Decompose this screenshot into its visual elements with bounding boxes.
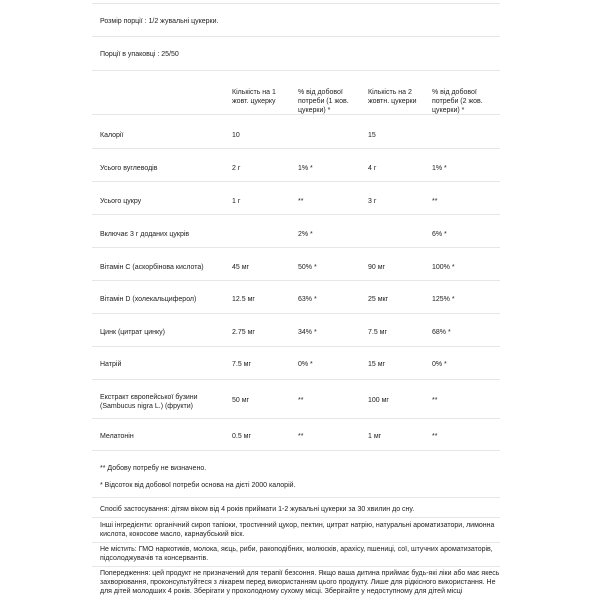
header-percent-2: % від добової потреби (2 жов. цукерки) * [432, 89, 483, 114]
divider [92, 450, 500, 451]
divider [92, 346, 500, 347]
row-amount-1: 0.5 мг [232, 433, 252, 440]
usage-directions: Спосіб застосування: дітям віком від 4 років приймати 1-2 жувальні цукерки за 30 хвилин до сну. [100, 506, 415, 513]
servings-per-container: Порції в упаковці : 25/50 [100, 51, 179, 58]
row-amount-2: 3 г [368, 198, 377, 205]
row-amount-1: 2 г [232, 165, 241, 172]
warning: Попередження: цей продукт не призначений для терапії безсоння. Якщо ваша дитина приймає будь-які ліки або має якесь захворювання, проконсультуйтеся з лікарем перед використанням цього продукту. Лише для рідкісного використання. Не для дітей молодших 4 років. Зберігати у прохолодному сухому місці. Зберігайте у недоступному для дітей місці [100, 570, 500, 595]
row-amount-2: 7.5 мг [368, 329, 388, 336]
row-amount-1: 12.5 мг [232, 296, 255, 303]
divider [92, 517, 500, 518]
other-ingredients: Інші інгредієнти: органічний сироп тапіоки, тростинний цукор, пектин, цитрат натрію, натуральні ароматизатори, лимонна кислота, кокосове масло, карнаубський віск. [100, 522, 495, 538]
footnote-daily-value: * Відсоток від добової потреби основа на дієті 2000 калорій. [100, 482, 296, 489]
divider [92, 181, 500, 182]
row-percent-1: 34% * [298, 329, 317, 336]
row-amount-2: 25 мкг [368, 296, 389, 303]
row-percent-1: ** [298, 433, 304, 440]
row-name: Усього вуглеводів [100, 165, 158, 172]
row-amount-2: 90 мг [368, 264, 386, 271]
divider [92, 247, 500, 248]
divider [92, 418, 500, 419]
divider [92, 566, 500, 567]
divider [92, 3, 500, 4]
row-percent-2: 125% * [432, 296, 455, 303]
row-amount-2: 1 мг [368, 433, 382, 440]
row-name: Цинк (цитрат цинку) [100, 329, 165, 336]
header-amount-1: Кількість на 1 жовт. цукерку [232, 89, 276, 105]
row-percent-1: 0% * [298, 361, 313, 368]
row-percent-2: ** [432, 397, 438, 404]
row-percent-1: 50% * [298, 264, 317, 271]
row-amount-2: 15 мг [368, 361, 386, 368]
row-amount-1: 7.5 мг [232, 361, 252, 368]
row-name: Вітамін D (холекальциферол) [100, 296, 197, 303]
row-name: Вітамін С (аскорбінова кислота) [100, 264, 204, 271]
divider [92, 313, 500, 314]
row-percent-2: 68% * [432, 329, 451, 336]
divider [92, 148, 500, 149]
serving-size: Розмір порції : 1/2 жувальні цукерки. [100, 18, 219, 25]
row-amount-2: 15 [368, 132, 376, 139]
row-name: Усього цукру [100, 198, 142, 205]
header-amount-2: Кількість на 2 жовтн. цукерки [368, 89, 417, 105]
divider [92, 70, 500, 71]
row-amount-1: 50 мг [232, 397, 250, 404]
footnote-not-established: ** Добову потребу не визначено. [100, 465, 207, 472]
free-from: Не містить: ГМО наркотиків, молока, яєць, риби, ракоподібних, молюсків, арахісу, пшениці, сої, штучних ароматизаторів, підсолоджувачів та консервантів. [100, 546, 493, 562]
row-name: Включає 3 г доданих цукрів [100, 231, 190, 238]
row-amount-1: 10 [232, 132, 240, 139]
row-amount-1: 2.75 мг [232, 329, 255, 336]
row-percent-1: 1% * [298, 165, 313, 172]
row-percent-1: 2% * [298, 231, 313, 238]
row-percent-1: 63% * [298, 296, 317, 303]
divider [92, 214, 500, 215]
row-percent-1: ** [298, 397, 304, 404]
row-name: Екстракт європейської бузини (Sambucus nigra L.) (фрукти) [100, 394, 198, 410]
row-percent-2: 100% * [432, 264, 455, 271]
row-percent-1: ** [298, 198, 304, 205]
divider [92, 280, 500, 281]
divider [92, 542, 500, 543]
row-percent-2: 1% * [432, 165, 447, 172]
row-name: Калорії [100, 132, 124, 139]
row-amount-2: 100 мг [368, 397, 389, 404]
row-amount-2: 4 г [368, 165, 377, 172]
divider [92, 379, 500, 380]
row-percent-2: 6% * [432, 231, 447, 238]
header-percent-1: % від добової потреби (1 жов. цукерки) * [298, 89, 349, 114]
row-amount-1: 1 г [232, 198, 241, 205]
row-percent-2: ** [432, 433, 438, 440]
row-percent-2: ** [432, 198, 438, 205]
row-percent-2: 0% * [432, 361, 447, 368]
row-amount-1: 45 мг [232, 264, 250, 271]
row-name: Натрій [100, 361, 122, 368]
divider [92, 497, 500, 498]
divider [92, 36, 500, 37]
divider [92, 114, 500, 115]
row-name: Мелатонін [100, 433, 134, 440]
